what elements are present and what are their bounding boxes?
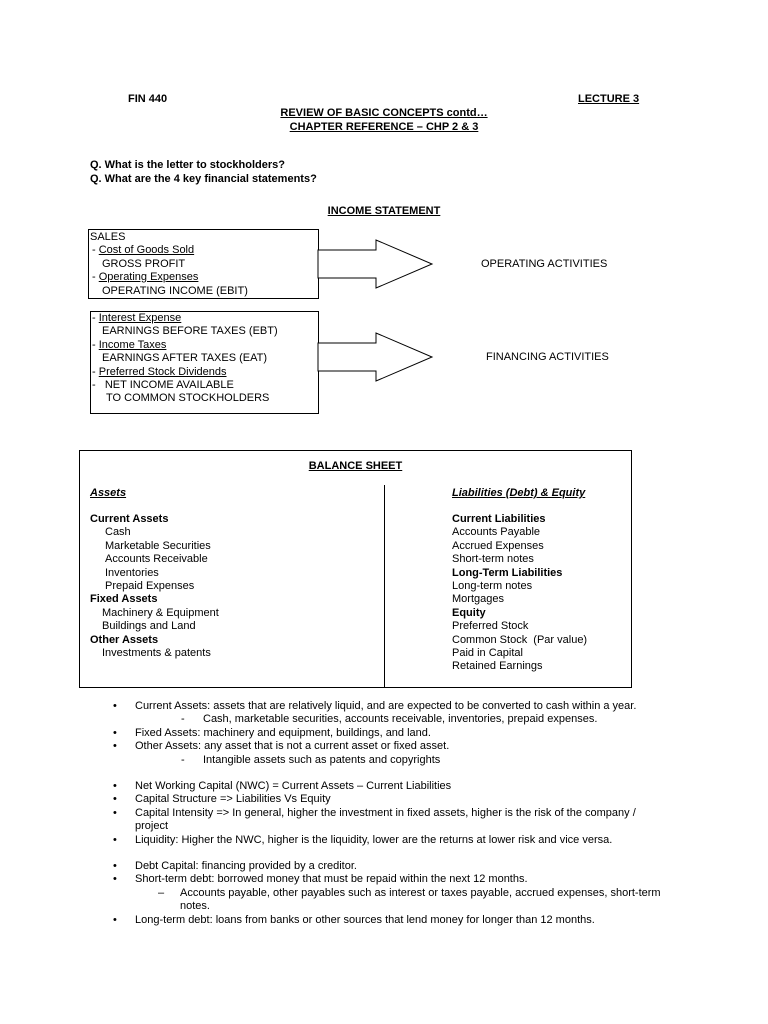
note-other-assets: • Other Assets: any asset that is not a current asset or fixed asset. bbox=[113, 740, 450, 753]
financing-activities-label: FINANCING ACTIVITIES bbox=[486, 351, 609, 363]
is-interest-expense: - Interest Expense bbox=[92, 312, 182, 324]
liability-long-term-notes: Long-term notes bbox=[452, 580, 533, 592]
is-eat: EARNINGS AFTER TAXES (EAT) bbox=[102, 352, 268, 364]
equity-preferred-stock: Preferred Stock bbox=[452, 620, 529, 633]
long-term-liabilities-heading: Long-Term Liabilities bbox=[452, 566, 563, 579]
dash-icon: - bbox=[181, 713, 185, 726]
asset-investments-patents: Investments & patents bbox=[102, 647, 211, 659]
is-gross-profit: GROSS PROFIT bbox=[102, 258, 186, 270]
note-capital-intensity: • Capital Intensity => In general, higher the investment in fixed assets, higher is the risk of the company / project bbox=[113, 806, 636, 833]
liability-short-term-notes: Short-term notes bbox=[452, 553, 534, 566]
note-current-assets: • Current Assets: assets that are relatively liquid, and are expected to be converted to cash within a year. bbox=[113, 700, 637, 712]
balance-sheet-heading: BALANCE SHEET bbox=[308, 460, 403, 472]
note-other-assets-sub: - Intangible assets such as patents and copyrights bbox=[181, 753, 441, 766]
bullet-icon: • bbox=[113, 726, 117, 739]
note-liquidity: • Liquidity: Higher the NWC, higher is the liquidity, lower are the returns at lower risk and vice versa. bbox=[113, 833, 613, 846]
note-short-term-debt: • Short-term debt: borrowed money that must be repaid within the next 12 months. bbox=[113, 873, 528, 886]
liability-accounts-payable: Accounts Payable bbox=[452, 526, 541, 539]
equity-common-stock: Common Stock (Par value) bbox=[452, 633, 588, 646]
current-liabilities-heading: Current Liabilities bbox=[452, 513, 546, 525]
bullet-icon: • bbox=[113, 806, 117, 819]
equity-heading: Equity bbox=[452, 606, 486, 619]
is-operating-expenses: - Operating Expenses bbox=[92, 271, 199, 283]
operating-arrow bbox=[318, 240, 438, 290]
note-current-assets-sub: - Cash, marketable securities, accounts receivable, inventories, prepaid expenses. bbox=[181, 713, 598, 726]
asset-cash: Cash bbox=[105, 526, 131, 539]
bullet-icon: • bbox=[113, 833, 117, 846]
operating-activities-label: OPERATING ACTIVITIES bbox=[481, 258, 608, 270]
assets-heading: Assets bbox=[90, 487, 127, 499]
lecture-number: LECTURE 3 bbox=[578, 93, 640, 105]
bullet-icon: • bbox=[113, 913, 117, 926]
note-capital-structure: • Capital Structure => Liabilities Vs Equity bbox=[113, 793, 331, 806]
document-title: REVIEW OF BASIC CONCEPTS contd… bbox=[280, 107, 488, 119]
note-debt-capital: • Debt Capital: financing provided by a creditor. bbox=[113, 860, 357, 872]
chapter-reference: CHAPTER REFERENCE – CHP 2 & 3 bbox=[289, 121, 479, 133]
is-common-stockholders: TO COMMON STOCKHOLDERS bbox=[106, 392, 270, 404]
note-nwc: • Net Working Capital (NWC) = Current Assets – Current Liabilities bbox=[113, 780, 452, 792]
liability-accrued-expenses: Accrued Expenses bbox=[452, 539, 544, 552]
fixed-assets-heading: Fixed Assets bbox=[90, 593, 158, 606]
equity-retained-earnings: Retained Earnings bbox=[452, 660, 543, 673]
bullet-icon: • bbox=[113, 873, 117, 886]
note-fixed-assets: • Fixed Assets: machinery and equipment, buildings, and land. bbox=[113, 726, 431, 739]
asset-marketable-securities: Marketable Securities bbox=[105, 539, 211, 552]
other-assets-heading: Other Assets bbox=[90, 633, 159, 646]
operating-items-box bbox=[88, 229, 319, 299]
financing-items-box bbox=[90, 311, 319, 414]
note-long-term-debt: • Long-term debt: loans from banks or other sources that lend money for longer than 12 months. bbox=[113, 913, 595, 926]
liability-mortgages: Mortgages bbox=[452, 593, 504, 606]
bullet-icon: • bbox=[113, 860, 117, 872]
asset-prepaid-expenses: Prepaid Expenses bbox=[105, 580, 195, 592]
asset-buildings-land: Buildings and Land bbox=[102, 620, 196, 633]
bullet-icon: • bbox=[113, 740, 117, 753]
is-operating-income: OPERATING INCOME (EBIT) bbox=[102, 285, 248, 297]
liabilities-equity-heading: Liabilities (Debt) & Equity bbox=[452, 487, 586, 499]
bullet-icon: • bbox=[113, 793, 117, 806]
dash-icon: - bbox=[181, 753, 185, 766]
asset-machinery: Machinery & Equipment bbox=[102, 606, 219, 619]
is-net-income: - NET INCOME AVAILABLE bbox=[92, 379, 234, 391]
note-short-term-debt-sub: – Accounts payable, other payables such as interest or taxes payable, accrued expenses, short-term notes. bbox=[158, 886, 661, 913]
balance-sheet-divider bbox=[384, 485, 385, 688]
course-code: FIN 440 bbox=[128, 93, 168, 105]
balance-sheet-box bbox=[79, 450, 632, 688]
is-cogs: - Cost of Goods Sold bbox=[92, 244, 195, 256]
dash-icon: – bbox=[158, 886, 165, 899]
bullet-icon: • bbox=[113, 780, 117, 792]
asset-inventories: Inventories bbox=[105, 566, 159, 579]
question-1: Q. What is the letter to stockholders? bbox=[90, 159, 285, 171]
asset-accounts-receivable: Accounts Receivable bbox=[105, 553, 208, 566]
income-statement-heading: INCOME STATEMENT bbox=[327, 205, 441, 217]
is-preferred-dividends: - Preferred Stock Dividends bbox=[92, 366, 227, 378]
is-sales: SALES bbox=[90, 231, 126, 243]
bullet-icon: • bbox=[113, 700, 117, 712]
question-2: Q. What are the 4 key financial statements? bbox=[90, 173, 317, 185]
is-ebt: EARNINGS BEFORE TAXES (EBT) bbox=[102, 325, 278, 337]
equity-paid-in-capital: Paid in Capital bbox=[452, 647, 523, 659]
financing-arrow bbox=[318, 333, 438, 383]
current-assets-heading: Current Assets bbox=[90, 513, 169, 525]
is-income-taxes: - Income Taxes bbox=[92, 339, 167, 351]
